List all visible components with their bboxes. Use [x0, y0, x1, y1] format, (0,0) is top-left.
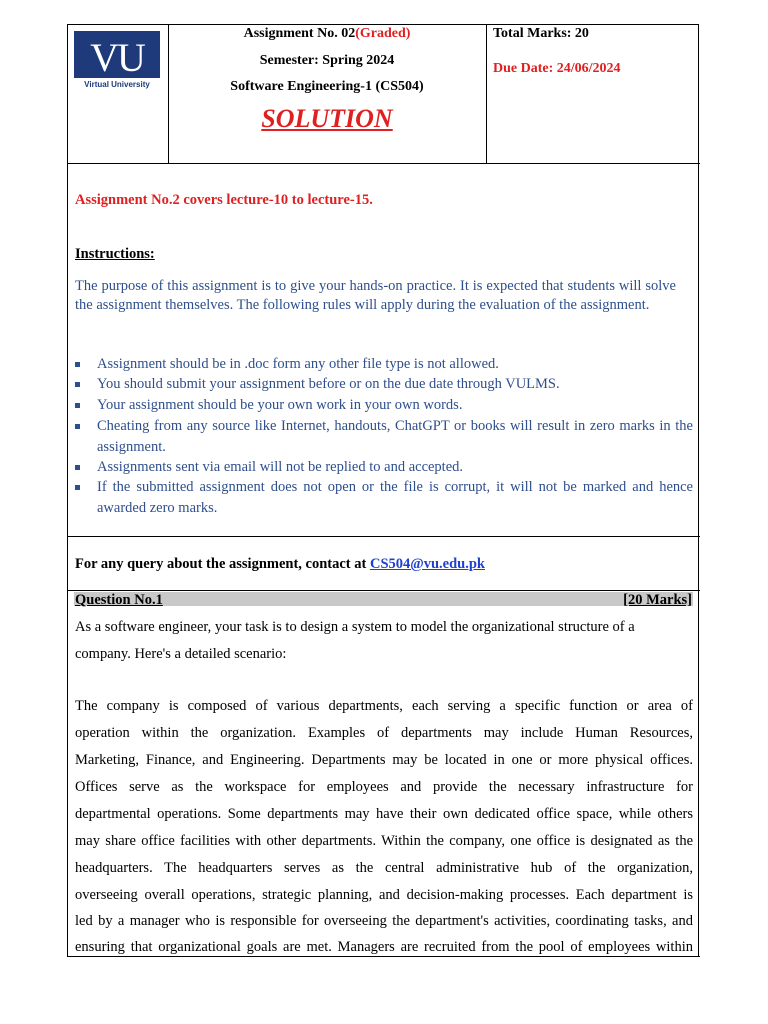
- scenario-line: Offices serve as the workspace for employees and provide the necessary infrastructure for: [75, 779, 693, 795]
- scenario-line: ensuring that organizational goals are met. Managers are recruited from the pool of employees within: [75, 939, 693, 955]
- bullet-icon: [75, 465, 80, 470]
- vu-logo-mark: [74, 31, 160, 89]
- instructions-intro: The purpose of this assignment is to give your hands-on practice. It is expected that students will solve the assignment themselves. The following rules will apply during the evaluation of the assignment.: [75, 278, 676, 313]
- graded-label: (Graded): [355, 26, 411, 41]
- scenario-line: may share office facilities with other departments. Within the company, one office is designated as the: [75, 833, 693, 849]
- bullet-icon: [75, 362, 80, 367]
- rule-item: Assignment should be in .doc form any other file type is not allowed.: [75, 354, 693, 375]
- semester: Semester: Spring 2024: [259, 53, 395, 68]
- header-column-line: [486, 24, 487, 164]
- scenario-line: headquarters. The headquarters serves as the central administrative hub of the organization,: [75, 860, 693, 876]
- due-date: Due Date: 24/06/2024: [493, 61, 621, 76]
- logo-subtitle: Virtual University: [84, 80, 150, 89]
- question-intro-line: As a software engineer, your task is to design a system to model the organizational structure of a: [75, 619, 635, 635]
- rule-item: Cheating from any source like Internet, handouts, ChatGPT or books will result in zero marks in the assignment.: [75, 416, 693, 457]
- contact-line: For any query about the assignment, contact at CS504@vu.edu.pk: [75, 556, 485, 572]
- instructions-title: Instructions:: [75, 246, 155, 262]
- vu-logo: [74, 31, 160, 89]
- logo-text: VU: [90, 35, 144, 80]
- assignment-title: Assignment No. 02(Graded): [243, 26, 411, 41]
- scenario-line: operation within the organization. Examples of departments may include Human Resources,: [75, 725, 693, 741]
- scenario-line: departmental operations. Some departments may have their own dedicated office space, while others: [75, 806, 693, 822]
- contact-email-link[interactable]: CS504@vu.edu.pk: [369, 556, 485, 572]
- scenario-line: overseeing overall operations, strategic planning, and decision-making processes. Each department is: [75, 887, 693, 903]
- rule-item: You should submit your assignment before or on the due date through VULMS.: [75, 374, 693, 395]
- scenario-line: Marketing, Finance, and Engineering. Departments may be located in one or more physical offices.: [75, 752, 693, 768]
- contact-divider: [67, 590, 700, 591]
- rule-item: Assignments sent via email will not be replied to and accepted.: [75, 457, 693, 478]
- scenario-line: led by a manager who is responsible for overseeing the department's activities, coordinating tasks, and: [75, 913, 693, 929]
- instructions-divider: [67, 536, 700, 537]
- bullet-icon: [75, 485, 80, 490]
- coverage-note: Assignment No.2 covers lecture-10 to lecture-15.: [75, 192, 373, 208]
- scenario-line: The company is composed of various departments, each serving a specific function or area of: [75, 698, 693, 714]
- solution-heading: SOLUTION: [261, 104, 393, 133]
- question-header: [74, 592, 693, 606]
- rule-item: If the submitted assignment does not open or the file is corrupt, it will not be marked and hence awarded zero marks.: [75, 477, 693, 518]
- question-marks: [20 Marks]: [623, 592, 692, 608]
- bullet-icon: [75, 403, 80, 408]
- bullet-icon: [75, 424, 80, 429]
- question-title: Question No.1: [75, 592, 163, 608]
- bullet-icon: [75, 382, 80, 387]
- course-title: Software Engineering-1 (CS504): [230, 79, 424, 94]
- question-intro-line: company. Here's a detailed scenario:: [75, 646, 287, 662]
- total-marks: Total Marks: 20: [493, 26, 589, 41]
- rule-item: Your assignment should be your own work in your own words.: [75, 395, 693, 416]
- header-divider: [67, 163, 700, 164]
